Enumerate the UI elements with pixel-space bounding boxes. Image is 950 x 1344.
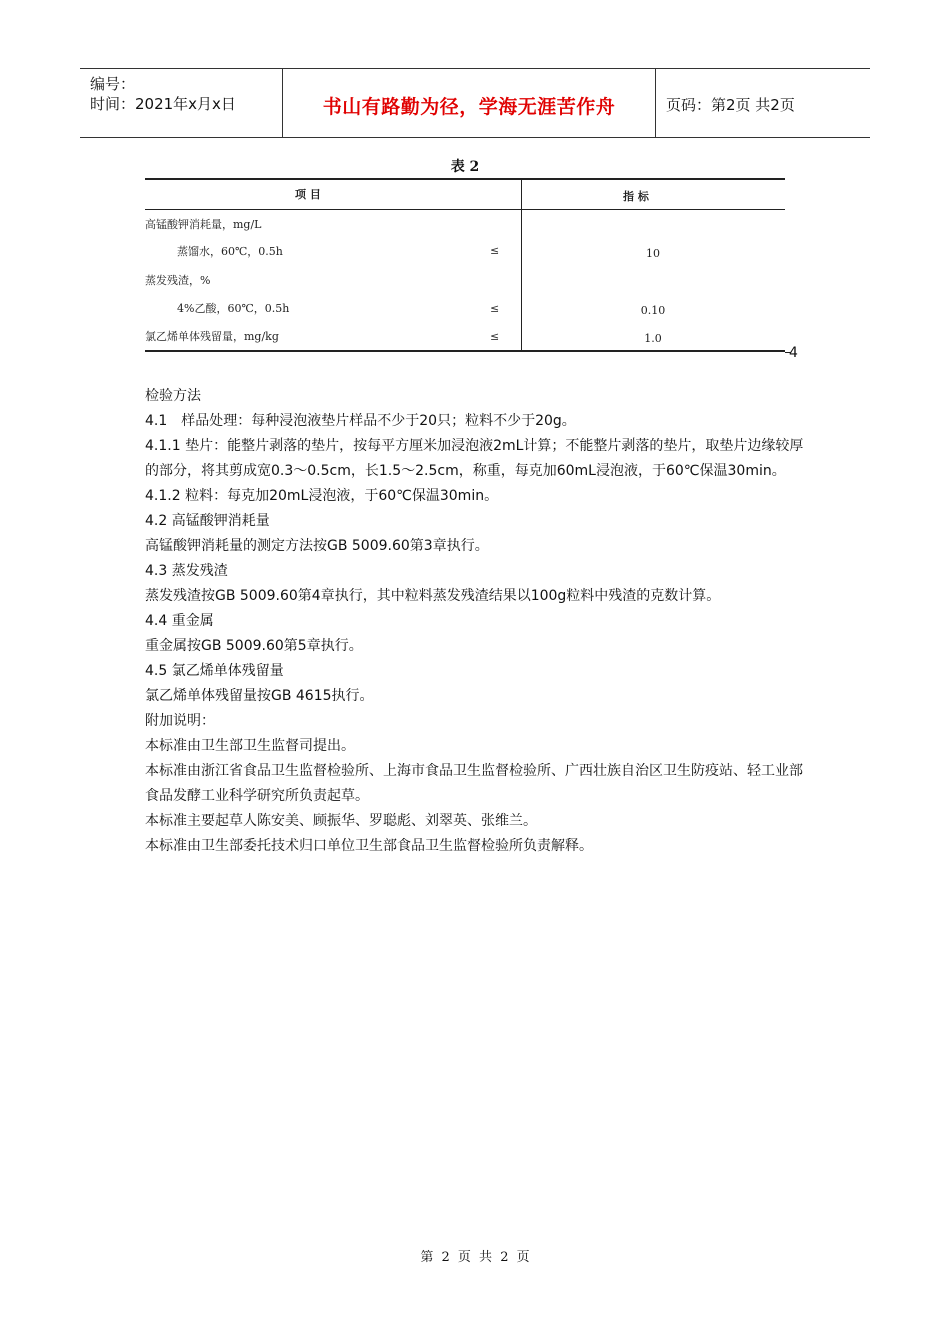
paragraph: 蒸发残渣按GB 5009.60第4章执行，其中粒料蒸发残渣结果以100g粒料中残渣的克数计算。 bbox=[145, 588, 721, 604]
appendix-label: 附加说明： bbox=[145, 713, 215, 729]
header-item: 项 目 bbox=[295, 188, 321, 201]
row-name: 蒸馏水，60℃，0.5h bbox=[177, 245, 283, 258]
table-bottom-rule bbox=[145, 350, 785, 352]
page-header bbox=[80, 68, 870, 138]
row-symbol: ≤ bbox=[490, 302, 500, 315]
time-label: 时间：2021年x月x日 bbox=[90, 95, 236, 113]
paragraph: 4.1.2 粒料：每克加20mL浸泡液，于60℃保温30min。 bbox=[145, 488, 499, 504]
subheading: 4.3 蒸发残渣 bbox=[145, 563, 228, 579]
header-page-cell bbox=[656, 69, 870, 137]
row-name: 高锰酸钾消耗量，mg/L bbox=[145, 218, 262, 231]
header-motto-cell bbox=[283, 69, 656, 137]
paragraph: 4.1.1 垫片：能整片剥落的垫片，按每平方厘米加浸泡液2mL计算；不能整片剥落的垫片，取垫片边缘较厚的部分，将其剪成宽0.3～0.5cm，长1.5～2.5cm，称重，每克加60mL浸泡液，于60℃保温30min。 bbox=[145, 438, 804, 479]
number-label: 编号： bbox=[90, 75, 136, 93]
table-2 bbox=[145, 150, 798, 365]
page-footer: 第 2 页 共 2 页 bbox=[420, 1250, 530, 1265]
row-symbol: ≤ bbox=[490, 244, 500, 257]
row-name: 4%乙酸，60℃，0.5h bbox=[177, 302, 290, 315]
table-header-rule bbox=[145, 209, 785, 210]
paragraph: 本标准由卫生部委托技术归口单位卫生部食品卫生监督检验所负责解释。 bbox=[145, 838, 593, 854]
paragraph: 氯乙烯单体残留量按GB 4615执行。 bbox=[145, 688, 374, 704]
row-value: 10 bbox=[646, 247, 660, 260]
row-value: 0.10 bbox=[640, 304, 666, 317]
row-name: 蒸发残渣，% bbox=[145, 274, 211, 287]
motto: 书山有路勤为径，学海无涯苦作舟 bbox=[322, 96, 616, 118]
row-symbol: ≤ bbox=[490, 330, 500, 343]
paragraph: 本标准主要起草人陈安美、顾振华、罗聪彪、刘翠英、张维兰。 bbox=[145, 813, 537, 829]
table-column-divider bbox=[521, 178, 522, 350]
page-label: 页码：第2页 共2页 bbox=[666, 96, 795, 114]
table-caption: 表 2 bbox=[450, 159, 480, 175]
table-top-rule bbox=[145, 178, 785, 180]
paragraph: 4.1 样品处理：每种浸泡液垫片样品不少于20只；粒料不少于20g。 bbox=[145, 413, 576, 429]
section-title: 检验方法 bbox=[145, 388, 201, 404]
paragraph: 重金属按GB 5009.60第5章执行。 bbox=[145, 638, 363, 654]
page-mark: 4 bbox=[789, 345, 798, 361]
paragraph: 本标准由卫生部卫生监督司提出。 bbox=[145, 738, 355, 754]
subheading: 4.4 重金属 bbox=[145, 613, 214, 629]
subheading: 4.5 氯乙烯单体残留量 bbox=[145, 663, 284, 679]
header-meta bbox=[80, 69, 283, 137]
subheading: 4.2 高锰酸钾消耗量 bbox=[145, 513, 270, 529]
header-index: 指 标 bbox=[623, 190, 649, 203]
paragraph: 本标准由浙江省食品卫生监督检验所、上海市食品卫生监督检验所、广西壮族自治区卫生防疫站、轻工业部食品发酵工业科学研究所负责起草。 bbox=[145, 763, 803, 804]
body-text bbox=[145, 384, 815, 859]
paragraph: 高锰酸钾消耗量的测定方法按GB 5009.60第3章执行。 bbox=[145, 538, 489, 554]
row-value: 1.0 bbox=[644, 332, 662, 345]
row-name: 氯乙烯单体残留量，mg/kg bbox=[145, 330, 279, 343]
